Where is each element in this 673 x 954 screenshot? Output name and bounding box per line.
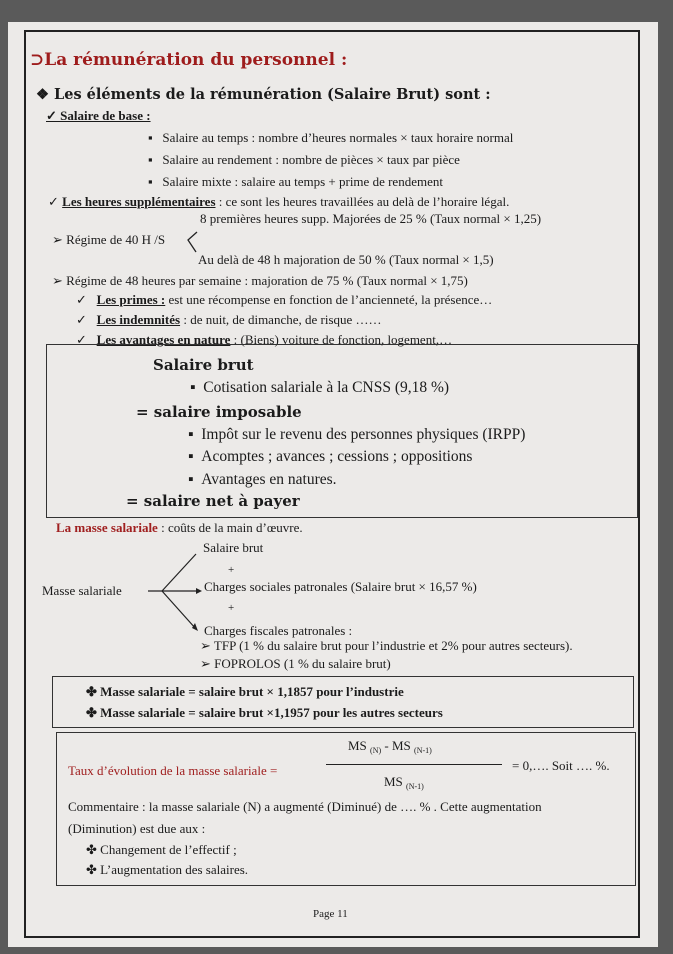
calc-avantages: ▪ Avantages en natures. [188, 471, 337, 488]
masse-charges-sociales: Charges sociales patronales (Salaire brut × 16,57 %) [204, 579, 477, 594]
evolution-numerator: MS $_{(N)}$ - MS $_{(N-1)}$ [348, 738, 432, 755]
primes-line: ✓ Les primes : est une récompense en fonction de l’ancienneté, la présence… [76, 292, 493, 307]
evolution-result: = 0,…. Soit …. %. [512, 758, 610, 773]
regime40-a: 8 premières heures supp. Majorées de 25 % (Taux normal × 1,25) [200, 211, 542, 226]
regime40-label: ➢ Régime de 40 H /S [52, 232, 166, 247]
list-item: ▪ Salaire au rendement : nombre de pièces × taux par pièce [148, 152, 460, 167]
masse-salaire-brut: Salaire brut [203, 540, 264, 555]
list-item: ▪ Salaire au temps : nombre d’heures normales × taux horaire normal [148, 130, 514, 145]
calc-irpp: ▪ Impôt sur le revenu des personnes physiques (IRPP) [188, 426, 526, 443]
page-sheet [8, 22, 658, 947]
plus-sign: + [228, 602, 235, 614]
calc-imposable: = salaire imposable [136, 403, 302, 421]
evolution-comment-2: (Diminution) est due aux : [68, 821, 206, 836]
evolution-comment-1: Commentaire : la masse salariale (N) a augmenté (Diminué) de …. % . Cette augmentation [68, 799, 542, 814]
calc-acomptes: ▪ Acomptes ; avances ; cessions ; oppositions [188, 448, 473, 465]
masse-foprolos: ➢ FOPROLOS (1 % du salaire brut) [200, 656, 391, 671]
evolution-denominator: MS $_{(N-1)}$ [384, 774, 424, 791]
evolution-label: Taux d’évolution de la masse salariale = [68, 763, 278, 778]
page-number: Page 11 [313, 908, 348, 920]
masse-charges-fiscales: Charges fiscales patronales : [204, 623, 353, 638]
masse-heading: La masse salariale : coûts de la main d’œuvre. [56, 520, 303, 535]
salaire-base-label: ✓ Salaire de base : [46, 108, 151, 123]
evolution-cause: ✤ L’augmentation des salaires. [86, 862, 249, 877]
regime48-line: ➢ Régime de 48 heures par semaine : majoration de 75 % (Taux normal × 1,75) [52, 273, 468, 288]
regime40-b: Au delà de 48 h majoration de 50 % (Taux normal × 1,5) [198, 252, 494, 267]
page-title: ⊃La rémunération du personnel : [30, 50, 348, 70]
elements-heading: ❖ Les éléments de la rémunération (Salaire Brut) sont : [36, 86, 491, 103]
calc-net: = salaire net à payer [126, 492, 300, 510]
masse-tfp: ➢ TFP (1 % du salaire brut pour l’industrie et 2% pour autres secteurs). [200, 638, 573, 653]
plus-sign: + [228, 564, 235, 576]
heures-supp-line: ✓ Les heures supplémentaires : ce sont les heures travaillées au delà de l’horaire légal. [48, 194, 510, 209]
formula-industrie: ✤ Masse salariale = salaire brut × 1,1857 pour l’industrie [86, 684, 404, 699]
evolution-cause: ✤ Changement de l’effectif ; [86, 842, 237, 857]
list-item: ▪ Salaire mixte : salaire au temps + prime de rendement [148, 174, 443, 189]
indemnites-line: ✓ Les indemnités : de nuit, de dimanche, de risque …… [76, 312, 382, 327]
calc-brut: Salaire brut [153, 356, 254, 374]
calc-cnss: ▪ Cotisation salariale à la CNSS (9,18 %) [190, 379, 450, 396]
fraction-bar [326, 764, 502, 765]
formula-autres: ✤ Masse salariale = salaire brut ×1,1957 pour les autres secteurs [86, 705, 443, 720]
avantages-line: ✓ Les avantages en nature : (Biens) voiture de fonction, logement,… [76, 332, 453, 347]
masse-root: Masse salariale [42, 583, 122, 598]
